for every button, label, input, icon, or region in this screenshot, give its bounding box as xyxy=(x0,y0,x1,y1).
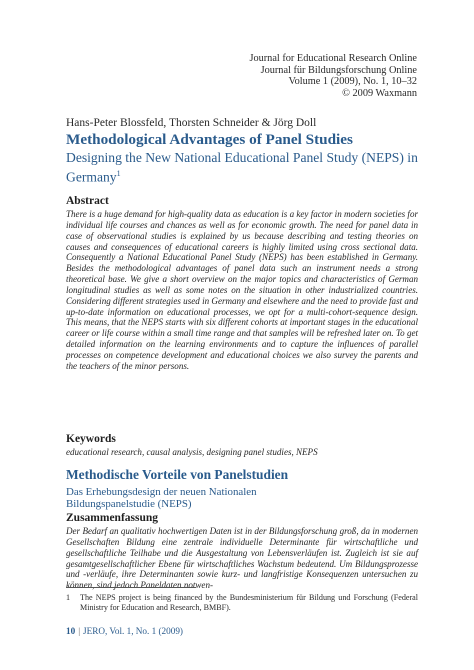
german-subtitle-line1: Das Erhebungsdesign der neuen Nationalen xyxy=(66,486,257,498)
keywords-heading: Keywords xyxy=(66,433,116,445)
journal-name-en: Journal for Educational Research Online xyxy=(249,53,417,64)
footnote xyxy=(66,593,418,613)
footnote-divider xyxy=(66,587,196,588)
paper-subtitle xyxy=(66,150,426,185)
subtitle-text: Designing the New National Educational Panel Study (NEPS) in Germany xyxy=(66,150,418,185)
page-footer xyxy=(66,626,183,636)
german-subtitle xyxy=(66,486,366,511)
journal-volume: Volume 1 (2009), No. 1, 10–32 xyxy=(288,76,417,88)
footnote-text: The NEPS project is being financed by the Bundesministerium für Bildung und Forschung (Federal Ministry for Education and Research, BMBF). xyxy=(80,593,418,612)
keywords-text: educational research, causal analysis, designing panel studies, NEPS xyxy=(66,447,318,457)
zusammenfassung-text: Der Bedarf an qualitativ hochwertigen Daten ist in der Bildungsforschung groß, da in modernen Gesellschaften Bildung eine zentrale individuelle Determinante für wirtschaftliche und gesellschaftliche Teilhabe und die Ausgestaltung von Lebensverläufen ist. Zugleich ist sie auf gesamtgesellschaftlicher Ebene für wirtschaftliches Wachstum bedeutend. Um Bildungsprozesse und -verläufe, ihre Determinanten sowie kurz- und langfristige Konsequenzen untersuchen zu können, sind jedoch Paneldaten notwen- xyxy=(66,526,418,591)
page-number: 10 xyxy=(66,626,76,636)
journal-info xyxy=(249,53,417,99)
journal-copyright: © 2009 Waxmann xyxy=(342,87,417,99)
footer-separator: | xyxy=(78,626,81,636)
paper-title: Methodological Advantages of Panel Studies xyxy=(66,131,353,148)
authors: Hans-Peter Blossfeld, Thorsten Schneider & Jörg Doll xyxy=(66,117,317,129)
footnote-number: 1 xyxy=(66,593,71,602)
german-subtitle-line2: Bildungspanelstudie (NEPS) xyxy=(66,498,192,511)
journal-name-de: Journal für Bildungsforschung Online xyxy=(260,64,417,76)
german-title: Methodische Vorteile von Panelstudien xyxy=(66,467,289,482)
abstract-text: There is a huge demand for high-quality data as education is a key factor in modern societies for individual life courses and chances as well as for economic growth. The need for panel data in case of observational studies is explained by us because describing and testing theories on causes and consequences of educational careers is highly limited using cross sectional data. Consequently a National Educational Panel Study (NEPS) has been established in Germany. Besides the methodological advantages of panel data such an instrument needs a strong theoretical base. We give a short overview on the major topics and characteristics of German longitudinal studies as well as some notes on the situation in other industrialized countries. Considering different strategies used in Germany and elsewhere and the need to provide fast and up-to-date information on educational processes, we opt for a multi-cohort-sequence design. This means, that the NEPS starts with six different cohorts at important stages in the educational career or life course within a small time range and that samples will be refreshed later on. To get detailed information on the learning environments and to capture the influences of parallel processes on competence development and educational choices we also survey the parents and the teachers of the minor persons. xyxy=(66,209,418,371)
abstract-heading: Abstract xyxy=(66,195,109,207)
footer-citation: JERO, Vol. 1, No. 1 (2009) xyxy=(83,626,183,636)
zusammenfassung-heading: Zusammenfassung xyxy=(66,512,159,524)
footnote-mark: 1 xyxy=(116,168,121,178)
